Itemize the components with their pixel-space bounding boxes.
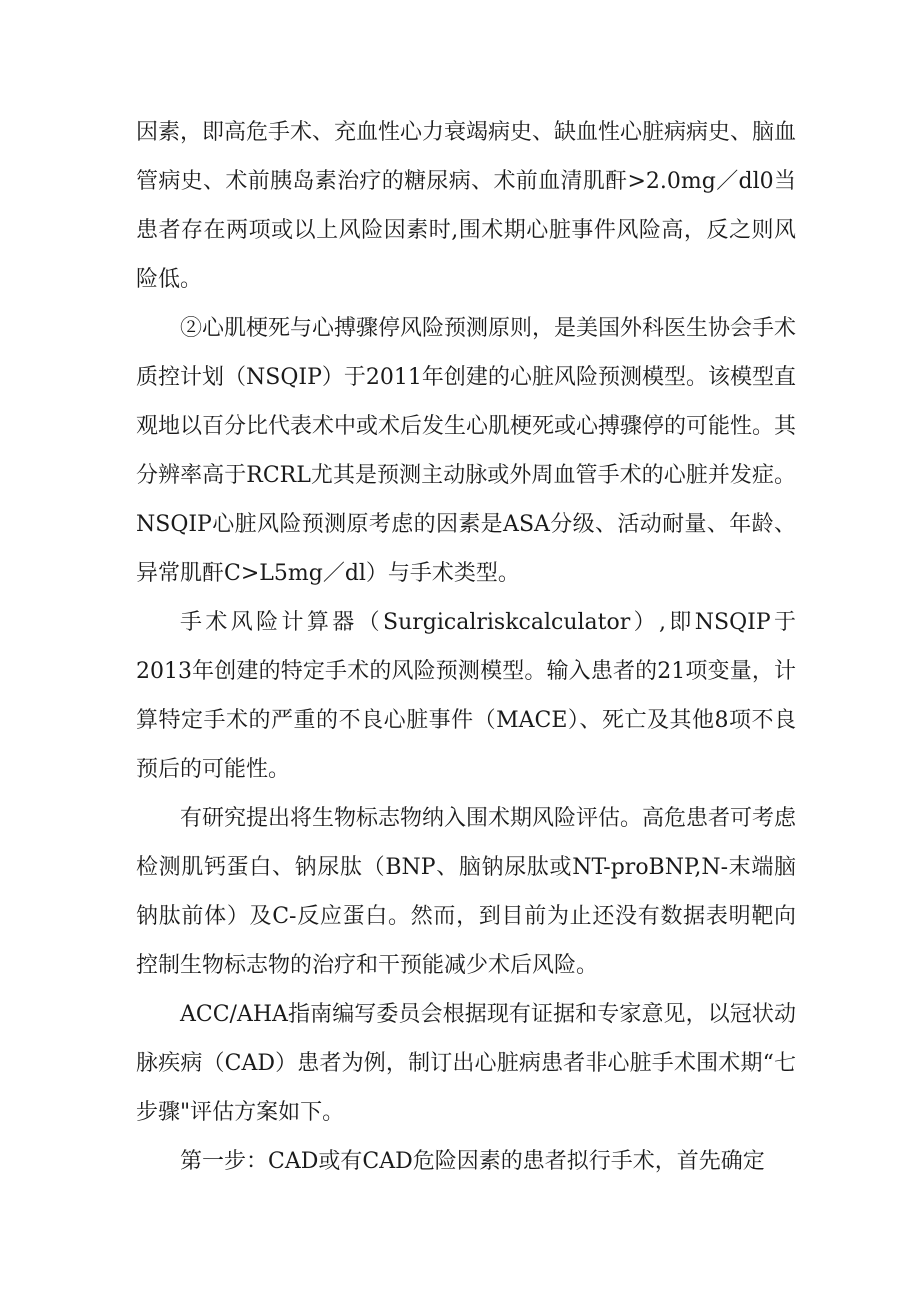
paragraph-risk-factors: 因素，即高危手术、充血性心力衰竭病史、缺血性心脏病病史、脑血管病史、术前胰岛素治疗的糖尿病、术前血清肌酐>2.0mg／dl0当患者存在两项或以上风险因素时,围术期心脏事件风险高，反之则风险低。 xyxy=(136,120,797,292)
paragraph-acc-aha: ACC/AHA指南编写委员会根据现有证据和专家意见，以冠状动脉疾病（CAD）患者为例，制订出心脏病患者非心脏手术围术期“七步骤"评估方案如下。 xyxy=(136,1002,796,1125)
paragraph-risk-calculator: 手术风险计算器（Surgicalriskcalculator）,即NSQIP于2013年创建的特定手术的风险预测模型。输入患者的21项变量，计算特定手术的严重的不良心脏事件（MACE）、死亡及其他8项不良预后的可能性。 xyxy=(136,610,796,782)
paragraph-biomarkers: 有研究提出将生物标志物纳入围术期风险评估。高危患者可考虑检测肌钙蛋白、钠尿肽（BNP、脑钠尿肽或NT-proBNP,N-末端脑钠肽前体）及C-反应蛋白。然而，到目前为止还没有数据表明靶向控制生物标志物的治疗和干预能减少术后风险。 xyxy=(136,806,797,978)
paragraph-nsqip-model: ②心肌梗死与心搏骤停风险预测原则，是美国外科医生协会手术质控计划（NSQIP）于2011年创建的心脏风险预测模型。该模型直观地以百分比代表术中或术后发生心肌梗死或心搏骤停的可能性。其分辨率高于RCRL尤其是预测主动脉或外周血管手术的心脏并发症。NSQIP心脏风险预测原考虑的因素是ASA分级、活动耐量、年龄、异常肌酐C>L5mg／dl）与手术类型。 xyxy=(136,316,797,586)
document-body xyxy=(136,108,796,1186)
paragraph-step-one: 第一步：CAD或有CAD危险因素的患者拟行手术，首先确定 xyxy=(180,1149,765,1174)
